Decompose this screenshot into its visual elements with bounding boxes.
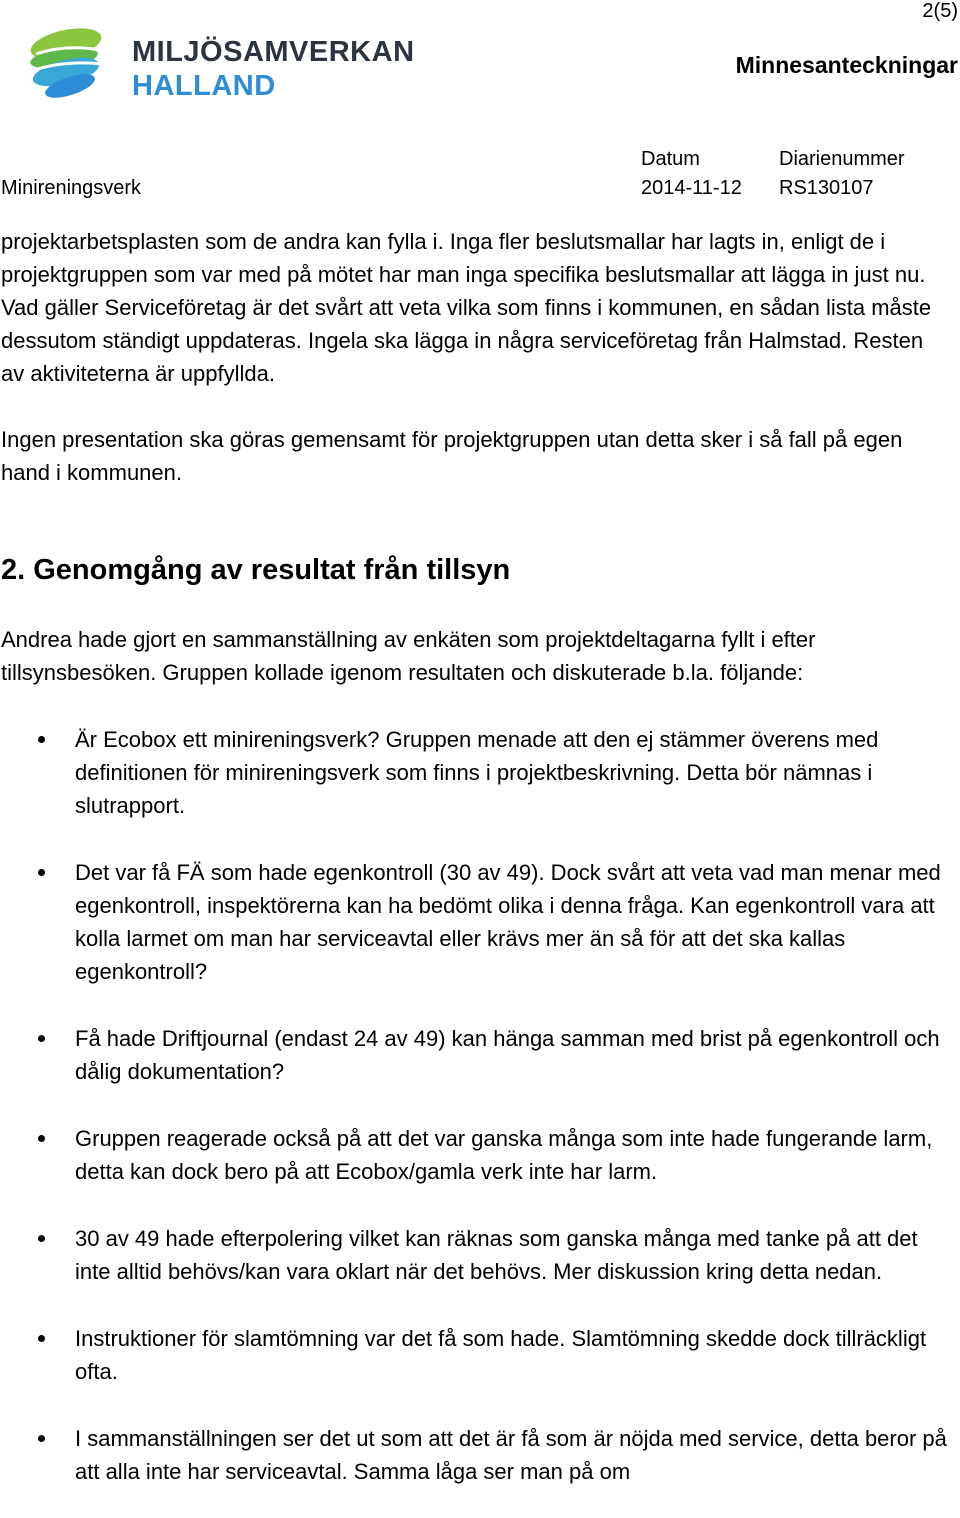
logo-emblem-icon bbox=[26, 14, 116, 104]
bullet-icon bbox=[38, 1035, 45, 1042]
list-item bbox=[0, 723, 950, 822]
datum-value: 2014-11-12 bbox=[641, 177, 742, 199]
list-item bbox=[0, 1122, 950, 1188]
logo-text-halland: HALLAND bbox=[132, 70, 276, 102]
bullet-icon bbox=[38, 1335, 45, 1342]
list-item bbox=[0, 1222, 950, 1288]
list-item bbox=[0, 1322, 950, 1388]
bullet-list bbox=[0, 723, 950, 1518]
bullet-icon bbox=[38, 869, 45, 876]
list-item bbox=[0, 1022, 950, 1088]
list-item bbox=[0, 856, 950, 988]
body-paragraph-1: projektarbetsplasten som de andra kan fylla i. Inga fler beslutsmallar har lagts in, enligt de i projektgruppen som var med på mötet har man inga specifika beslutsmallar att lägga in just nu. Vad gäller Serviceföretag är det svårt att veta vilka som finns i kommunen, en sådan lista måste dessutom ständigt uppdateras. Ingela ska lägga in några serviceföretag från Halmstad. Resten av aktiviteterna är uppfyllda. bbox=[1, 229, 932, 386]
logo-text-miljosamverkan: MILJÖSAMVERKAN bbox=[132, 36, 415, 68]
bullet-icon bbox=[38, 1235, 45, 1242]
section-heading: 2. Genomgång av resultat från tillsyn bbox=[1, 554, 511, 586]
document-type: Minnesanteckningar bbox=[735, 52, 958, 78]
miljosamverkan-logo bbox=[26, 14, 415, 104]
bullet-icon bbox=[38, 736, 45, 743]
list-item-text: Det var få FÄ som hade egenkontroll (30 av 49). Dock svårt att veta vad man menar med egenkontroll, inspektörerna kan ha bedömt olika i denna fråga. Kan egenkontroll vara att kolla larmet om man har serviceavtal eller krävs mer än så för att det ska kallas egenkontroll? bbox=[75, 860, 941, 984]
page-number: 2(5) bbox=[922, 0, 958, 22]
datum-label: Datum bbox=[641, 148, 700, 170]
list-item-text: 30 av 49 hade efterpolering vilket kan räknas som ganska många med tanke på att det inte alltid behövs/kan vara oklart när det behövs. Mer diskussion kring detta nedan. bbox=[75, 1226, 918, 1284]
list-item-text: I sammanställningen ser det ut som att det är få som är nöjda med service, detta beror på att alla inte har serviceavtal. Samma låga ser man på om bbox=[75, 1426, 947, 1484]
document-subject: Minireningsverk bbox=[1, 177, 142, 199]
body-paragraph-3: Andrea hade gjort en sammanställning av enkäten som projektdeltagarna fyllt i efter tillsynsbesöken. Gruppen kollade igenom resultaten och diskuterade b.la. följande: bbox=[1, 627, 816, 685]
list-item-text: Få hade Driftjournal (endast 24 av 49) kan hänga samman med brist på egenkontroll och dålig dokumentation? bbox=[75, 1026, 940, 1084]
list-item-text: Gruppen reagerade också på att det var ganska många som inte hade fungerande larm, detta kan dock bero på att Ecobox/gamla verk inte har larm. bbox=[75, 1126, 933, 1184]
list-item bbox=[0, 1422, 950, 1488]
diarienummer-label: Diarienummer bbox=[779, 148, 905, 170]
bullet-icon bbox=[38, 1435, 45, 1442]
bullet-icon bbox=[38, 1135, 45, 1142]
list-item-text: Instruktioner för slamtömning var det få som hade. Slamtömning skedde dock tillräckligt ofta. bbox=[75, 1326, 927, 1384]
list-item-text: Är Ecobox ett minireningsverk? Gruppen menade att den ej stämmer överens med definitionen för minireningsverk som finns i projektbeskrivning. Detta bör nämnas i slutrapport. bbox=[75, 727, 879, 818]
body-paragraph-2: Ingen presentation ska göras gemensamt för projektgruppen utan detta sker i så fall på egen hand i kommunen. bbox=[1, 427, 903, 485]
diarienummer-value: RS130107 bbox=[779, 177, 874, 199]
